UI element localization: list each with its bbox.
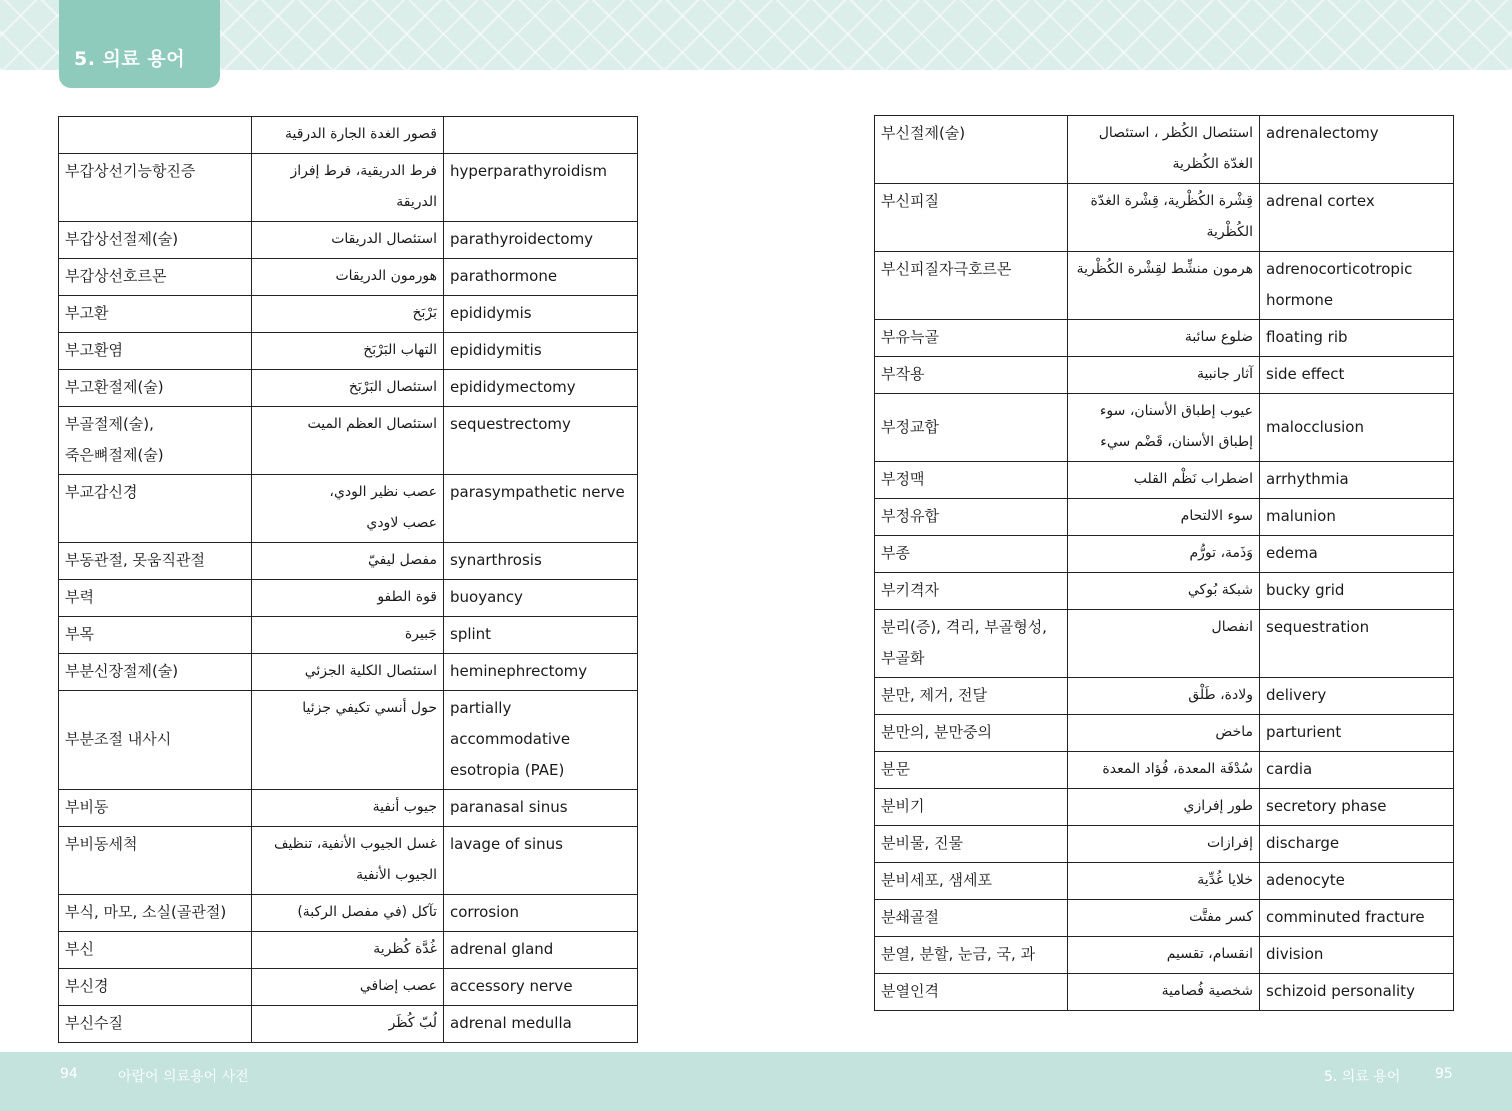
arabic-term-cell: غُدَّة كُظرية [252,932,444,969]
english-term-cell [444,117,638,154]
english-term-cell: comminuted fracture [1260,900,1454,937]
english-term-cell: discharge [1260,826,1454,863]
right-page-number: 95 [1435,1066,1453,1082]
english-term-cell: arrhythmia [1260,462,1454,499]
table-row [875,678,1454,715]
table-row [875,826,1454,863]
table-row [59,117,638,154]
english-term-cell: floating rib [1260,320,1454,357]
english-term-cell: sequestrectomy [444,407,638,475]
english-term-cell: delivery [1260,678,1454,715]
table-row [59,543,638,580]
table-row [875,499,1454,536]
arabic-term-cell: جَبيرة [252,617,444,654]
arabic-term-cell: عصب نظير الودي، عصب لاودي [252,475,444,543]
arabic-term-cell: ضلوع سائبة [1068,320,1260,357]
arabic-term-cell: استئصال العظم الميت [252,407,444,475]
english-term-cell: splint [444,617,638,654]
arabic-term-cell: استئصال الكلية الجزئي [252,654,444,691]
english-term-cell: adrenal cortex [1260,184,1454,252]
table-row [875,252,1454,320]
arabic-term-cell: غسل الجيوب الأنفية، تنظيف الجيوب الأنفية [252,827,444,895]
left-page-number: 94 [60,1066,78,1082]
english-term-cell: paranasal sinus [444,790,638,827]
english-term-cell: adrenocorticotropic hormone [1260,252,1454,320]
korean-term-cell: 분쇄골절 [875,900,1068,937]
korean-term-cell: 부분조절 내사시 [59,691,252,790]
english-term-cell: corrosion [444,895,638,932]
arabic-term-cell: شخصية فُصامية [1068,974,1260,1011]
table-row [875,900,1454,937]
korean-term-cell: 부갑상선호르몬 [59,259,252,296]
arabic-term-cell: شبكة بُوكي [1068,573,1260,610]
english-term-cell: epididymitis [444,333,638,370]
korean-term-cell: 분문 [875,752,1068,789]
english-term-cell: lavage of sinus [444,827,638,895]
korean-term-cell [59,117,252,154]
arabic-term-cell: ولادة، طَلْق [1068,678,1260,715]
arabic-term-cell: عصب إضافي [252,969,444,1006]
arabic-term-cell: بَرْبَخ [252,296,444,333]
english-term-cell: parathormone [444,259,638,296]
table-row [875,357,1454,394]
english-term-cell: adrenal medulla [444,1006,638,1043]
arabic-term-cell: قِشْرة الكُظْرية، قِشْرة الغدّة الكُظْرية [1068,184,1260,252]
korean-term-cell: 부교감신경 [59,475,252,543]
korean-term-cell: 부작용 [875,357,1068,394]
right-glossary-table [874,115,1454,1011]
arabic-term-cell: انقسام، تقسيم [1068,937,1260,974]
table-row [59,617,638,654]
english-term-cell: secretory phase [1260,789,1454,826]
korean-term-cell: 부유늑골 [875,320,1068,357]
english-term-cell: partially accommodative esotropia (PAE) [444,691,638,790]
table-row [875,573,1454,610]
arabic-term-cell: مفصل ليفيّ [252,543,444,580]
table-row [59,932,638,969]
arabic-term-cell: هورمون الدريقات [252,259,444,296]
korean-term-cell: 부분신장절제(술) [59,654,252,691]
korean-term-cell: 분비물, 진물 [875,826,1068,863]
table-row [59,827,638,895]
table-row [59,222,638,259]
english-term-cell: hyperparathyroidism [444,154,638,222]
english-term-cell: heminephrectomy [444,654,638,691]
korean-term-cell: 부신피질자극호르몬 [875,252,1068,320]
korean-term-cell: 분열인격 [875,974,1068,1011]
english-term-cell: edema [1260,536,1454,573]
arabic-term-cell: سُدْفَة المعدة، فُؤاد المعدة [1068,752,1260,789]
table-row [59,407,638,475]
english-term-cell: epididymis [444,296,638,333]
english-term-cell: adrenalectomy [1260,116,1454,184]
english-term-cell: synarthrosis [444,543,638,580]
english-term-cell: epididymectomy [444,370,638,407]
korean-term-cell: 부종 [875,536,1068,573]
korean-term-cell: 부키격자 [875,573,1068,610]
english-term-cell: sequestration [1260,610,1454,678]
arabic-term-cell: قصور الغدة الجارة الدرقية [252,117,444,154]
arabic-term-cell: جيوب أنفية [252,790,444,827]
table-row [875,462,1454,499]
korean-term-cell: 부비동세척 [59,827,252,895]
korean-term-cell: 부신절제(술) [875,116,1068,184]
arabic-term-cell: عيوب إطباق الأسنان، سوء إطباق الأسنان، قَضْم سيء [1068,394,1260,462]
korean-term-cell: 부고환염 [59,333,252,370]
english-term-cell: buoyancy [444,580,638,617]
arabic-term-cell: فرط الدريقية، فرط إفراز الدريقة [252,154,444,222]
english-term-cell: cardia [1260,752,1454,789]
table-row [875,320,1454,357]
table-row [875,394,1454,462]
table-row [875,752,1454,789]
table-row [875,863,1454,900]
arabic-term-cell: انفصال [1068,610,1260,678]
left-glossary-table [58,116,638,1043]
table-row [59,580,638,617]
table-row [59,370,638,407]
table-row [875,789,1454,826]
chapter-title: 5. 의료 용어 [74,48,186,70]
english-term-cell: adenocyte [1260,863,1454,900]
arabic-term-cell: تآكل (في مفصل الركبة) [252,895,444,932]
english-term-cell: parasympathetic nerve [444,475,638,543]
english-term-cell: adrenal gland [444,932,638,969]
korean-term-cell: 부신경 [59,969,252,1006]
korean-term-cell: 부동관절, 못움직관절 [59,543,252,580]
header-pattern [0,0,1512,70]
table-row [59,333,638,370]
table-row [875,974,1454,1011]
korean-term-cell: 부신수질 [59,1006,252,1043]
arabic-term-cell: استئصال البَرْبَخ [252,370,444,407]
korean-term-cell: 분만의, 분만중의 [875,715,1068,752]
arabic-term-cell: اضطراب نَظْم القلب [1068,462,1260,499]
table-row [59,475,638,543]
korean-term-cell: 부력 [59,580,252,617]
arabic-term-cell: سوء الالتحام [1068,499,1260,536]
book-title: 아랍어 의료용어 사전 [118,1069,249,1085]
arabic-term-cell: طور إفرازي [1068,789,1260,826]
korean-term-cell: 부신 [59,932,252,969]
korean-term-cell: 부신피질 [875,184,1068,252]
table-row [59,259,638,296]
arabic-term-cell: كسر مفتَّت [1068,900,1260,937]
korean-term-cell: 부갑상선절제(술) [59,222,252,259]
table-row [59,296,638,333]
table-row [59,790,638,827]
arabic-term-cell: خلايا غُدِّية [1068,863,1260,900]
arabic-term-cell: التهاب البَرْبَخ [252,333,444,370]
english-term-cell: malocclusion [1260,394,1454,462]
arabic-term-cell: استئصال الدريقات [252,222,444,259]
table-row [59,691,638,790]
arabic-term-cell: هرمون منشِّط لقِشْرة الكُظْرية [1068,252,1260,320]
english-term-cell: parathyroidectomy [444,222,638,259]
page-footer [0,1052,1512,1111]
korean-term-cell: 분비기 [875,789,1068,826]
table-row [875,116,1454,184]
arabic-term-cell: ماخض [1068,715,1260,752]
table-row [59,654,638,691]
arabic-term-cell: وَذَمة، تورُّم [1068,536,1260,573]
korean-term-cell: 부비동 [59,790,252,827]
english-term-cell: side effect [1260,357,1454,394]
table-row [59,895,638,932]
korean-term-cell: 분만, 제거, 전달 [875,678,1068,715]
english-term-cell: parturient [1260,715,1454,752]
arabic-term-cell: حول أنسي تكيفي جزئيا [252,691,444,790]
english-term-cell: division [1260,937,1454,974]
arabic-term-cell: لُبّ كُظَر [252,1006,444,1043]
table-row [875,937,1454,974]
korean-term-cell: 분열, 분할, 눈금, 국, 과 [875,937,1068,974]
korean-term-cell: 부정교합 [875,394,1068,462]
korean-term-cell: 분리(증), 격리, 부골형성, 부골화 [875,610,1068,678]
korean-term-cell: 부골절제(술), 죽은뼈절제(술) [59,407,252,475]
korean-term-cell: 부정유합 [875,499,1068,536]
arabic-term-cell: استئصال الكُظر ، استئصال الغدّة الكُظرية [1068,116,1260,184]
english-term-cell: bucky grid [1260,573,1454,610]
table-row [59,1006,638,1043]
table-row [59,154,638,222]
korean-term-cell: 부갑상선기능항진증 [59,154,252,222]
arabic-term-cell: آثار جانبية [1068,357,1260,394]
table-row [59,969,638,1006]
arabic-term-cell: إفرازات [1068,826,1260,863]
chapter-footer-title: 5. 의료 용어 [1324,1069,1401,1085]
korean-term-cell: 부고환절제(술) [59,370,252,407]
table-row [875,610,1454,678]
korean-term-cell: 부식, 마모, 소실(골관절) [59,895,252,932]
table-row [875,536,1454,573]
korean-term-cell: 부정맥 [875,462,1068,499]
table-row [875,184,1454,252]
chapter-tab [59,0,220,88]
arabic-term-cell: قوة الطفو [252,580,444,617]
english-term-cell: accessory nerve [444,969,638,1006]
english-term-cell: schizoid personality [1260,974,1454,1011]
korean-term-cell: 부목 [59,617,252,654]
table-row [875,715,1454,752]
korean-term-cell: 부고환 [59,296,252,333]
english-term-cell: malunion [1260,499,1454,536]
korean-term-cell: 분비세포, 샘세포 [875,863,1068,900]
